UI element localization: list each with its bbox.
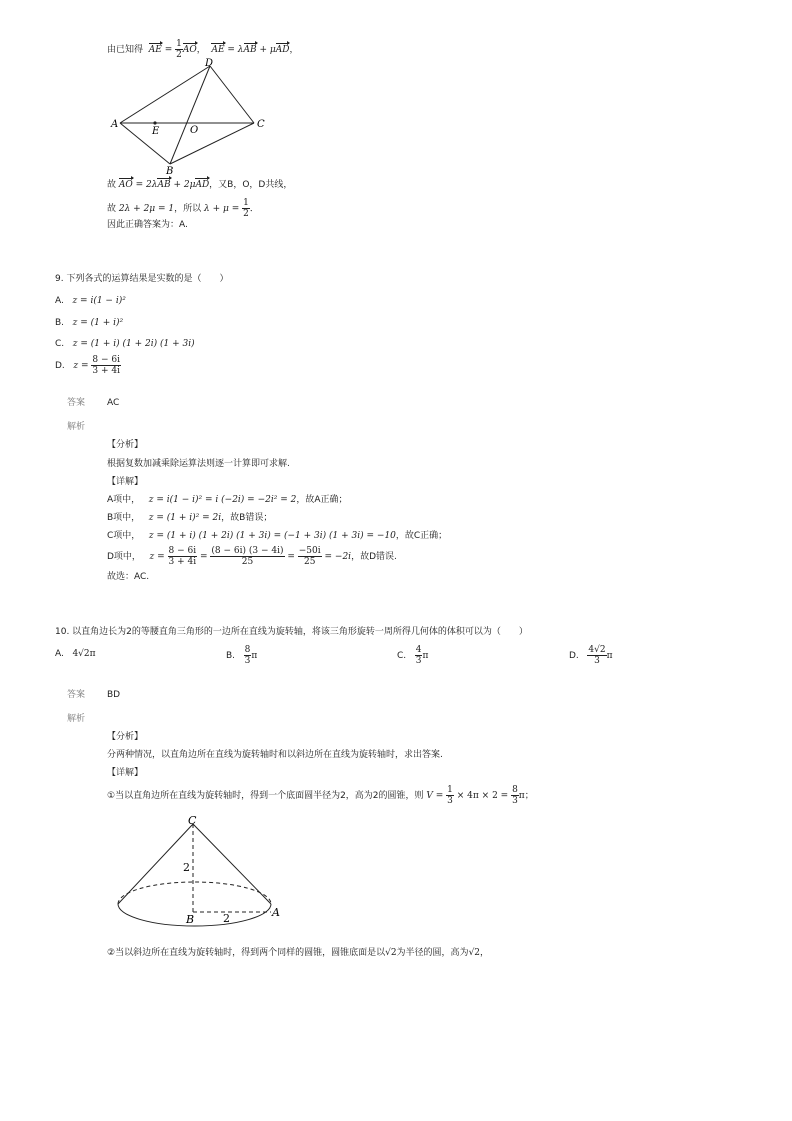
vec-ab-2: AB: [157, 180, 171, 190]
frac-den: 25: [241, 557, 254, 567]
frac-num: 8 − 6i: [92, 355, 120, 365]
suffix: ，又B，O，D共线，: [209, 180, 293, 190]
frac-num: 1: [176, 39, 182, 49]
frac-1: [168, 546, 198, 567]
detail-suffix: ，故D错误.: [351, 552, 397, 562]
prev-line-4: 因此正确答案为：A.: [107, 220, 188, 230]
q9-detail-c: [107, 530, 447, 542]
frac-third: [446, 785, 454, 806]
vec-ae-2: AE: [211, 45, 225, 55]
q9-fenxi-heading: 【分析】: [107, 440, 144, 450]
label-c: C: [257, 119, 265, 130]
q10-stem: 10. 以直角边长为2的等腰直角三角形的一边所在直线为旋转轴，将该三角形旋转一周所得几何体的体积可以为（ ）: [55, 627, 528, 637]
detail-math: z = (1 + i)² = 2i: [148, 513, 222, 523]
label-o: O: [190, 125, 199, 136]
end: ，: [289, 45, 299, 55]
option-letter: B.: [226, 651, 236, 661]
frac-num: 4: [415, 645, 422, 655]
q9-option-c[interactable]: [55, 338, 195, 350]
option-letter: A.: [55, 296, 64, 306]
eq: = 2λ: [132, 180, 158, 190]
option-letter: C.: [397, 651, 407, 661]
detail-math-end: = −2i: [321, 552, 352, 562]
option-letter: D.: [55, 361, 65, 371]
prev-line-1-prefix: 由已知得: [107, 45, 144, 55]
cone-figure: [108, 812, 288, 930]
detail-prefix: C项中，: [107, 531, 141, 541]
case2-sqrt-2: √2: [468, 948, 481, 958]
q9-conclusion: 故选：AC.: [107, 572, 150, 582]
frac-num: 8: [244, 645, 251, 655]
q10-option-b[interactable]: [226, 645, 257, 666]
label-e: E: [152, 126, 160, 137]
vec-ad-2: AD: [195, 180, 210, 190]
q9-answer-label: 答案: [67, 398, 86, 408]
option-letter: A.: [55, 649, 64, 659]
frac-den: 3 + 4i: [92, 366, 120, 376]
option-math: z = (1 + i)²: [72, 318, 124, 328]
eq: 2λ + 2μ = 1: [118, 204, 175, 214]
prev-line-1: 由已知得 AE = $\frac{1}{2}$ AO， AE = λAB + μAD，: [107, 39, 299, 60]
option-math: z = (1 + i) (1 + 2i) (1 + 3i): [72, 339, 195, 349]
frac-num: 1: [447, 785, 453, 795]
case1-v: V =: [426, 791, 447, 801]
frac-3: [298, 546, 322, 567]
q10-fenxi-text: 分两种情况，以直角边所在直线为旋转轴时和以斜边所在直线为旋转轴时，求出答案.: [107, 750, 443, 760]
detail-math: z = (1 + i) (1 + 2i) (1 + 3i) = (−1 + 3i) (1 + 3i) = −10: [148, 531, 396, 541]
q10-analysis-label: 解析: [67, 714, 86, 724]
end: ．: [249, 204, 259, 214]
q9-detail-a: [107, 494, 348, 506]
q9-option-b[interactable]: [55, 317, 123, 329]
option-letter: C.: [55, 339, 65, 349]
label-height: 2: [183, 861, 190, 874]
frac-num: 8: [512, 785, 518, 795]
diag-db: [170, 66, 210, 164]
q9-answer-value: AC: [107, 398, 120, 408]
q9-detail-d: D项中， z = $\frac{8 - 6i}{3 + 4i}$ = $\frac{(8 - 6i) (3 - 4i)}{25}$ = $\frac{-50i}{25}$ = −2i，故D错误.: [107, 546, 397, 567]
edge-cb: [170, 123, 254, 164]
q9-fenxi-text: 根据复数加减乘除运算法则逐一计算即可求解.: [107, 459, 290, 469]
frac-den: 3: [594, 656, 600, 666]
q9-xiangjie-heading: 【详解】: [107, 477, 144, 487]
frac-d: [91, 355, 121, 376]
sep: ，: [196, 45, 206, 55]
mid: ，所以: [174, 204, 202, 214]
detail-prefix: A项中，: [107, 495, 141, 505]
frac-den: 2: [243, 209, 249, 219]
frac-eight-thirds: [511, 785, 519, 806]
frac-den: 3: [415, 656, 422, 666]
frac-den: 3: [244, 656, 251, 666]
option-tail: π: [251, 651, 258, 661]
case2-sqrt-1: √2: [385, 948, 397, 958]
detail-math: z =: [149, 552, 168, 562]
q10-xiangjie-heading: 【详解】: [107, 768, 144, 778]
point-e: [153, 121, 156, 124]
q10-answer-value: BD: [107, 690, 121, 700]
q10-case1: [107, 785, 534, 806]
q10-answer-label: 答案: [67, 690, 86, 700]
vec-ao: AO: [182, 45, 197, 55]
case1-text: ①当以直角边所在直线为旋转轴时，得到一个底面圆半径为2，高为2的圆锥，则: [107, 791, 424, 801]
frac-den: 3 + 4i: [168, 557, 197, 567]
frac-den: 3: [447, 796, 453, 806]
plus-mu: + μ: [256, 45, 276, 55]
vec-ao-2: AO: [118, 180, 133, 190]
frac-num: 8 − 6i: [168, 546, 197, 556]
option-tail: π: [422, 651, 429, 661]
base-back-arc: [118, 882, 271, 904]
eq-lambda: = λ: [224, 45, 244, 55]
label-radius: 2: [223, 912, 230, 925]
label-a: A: [272, 906, 280, 919]
detail-suffix: ，故A正确；: [296, 495, 348, 505]
frac-num: 4√2: [588, 645, 606, 655]
q10-option-d[interactable]: [569, 645, 613, 666]
q10-option-a[interactable]: [55, 648, 96, 660]
eq2: λ + μ =: [204, 204, 243, 214]
option-math: 4√2π: [72, 649, 96, 659]
case2-text-a: ②当以斜边所在直线为旋转轴时，得到两个同样的圆锥，圆锥底面是以: [107, 948, 386, 958]
frac-num: −50i: [298, 546, 321, 556]
frac-half-2: [242, 198, 250, 219]
prefix: 故: [107, 180, 117, 190]
frac-d: [587, 645, 606, 666]
option-math: z =: [73, 361, 92, 371]
frac-den: 25: [303, 557, 316, 567]
q9-stem: 9. 下列各式的运算结果是实数的是（ ）: [55, 274, 229, 284]
q9-analysis-label: 解析: [67, 422, 86, 432]
detail-prefix: D项中，: [107, 552, 141, 562]
edge-ba: [120, 123, 170, 164]
option-letter: D.: [569, 651, 579, 661]
label-c: C: [188, 814, 197, 827]
q9-detail-b: [107, 512, 272, 524]
frac-den: 3: [512, 796, 518, 806]
case1-end: ；: [524, 791, 534, 801]
q10-case2: [107, 947, 489, 959]
frac-num: (8 − 6i) (3 − 4i): [211, 546, 284, 556]
label-b: B: [166, 166, 174, 177]
q9-option-d[interactable]: [55, 355, 121, 376]
detail-suffix: ，故B错误；: [221, 513, 273, 523]
label-d: D: [205, 58, 214, 69]
frac-2: [210, 546, 284, 567]
option-letter: B.: [55, 318, 65, 328]
prefix: 故: [107, 204, 117, 214]
q10-option-c[interactable]: [397, 645, 428, 666]
prev-line-3: [107, 198, 259, 219]
case2-end: ，: [480, 948, 490, 958]
plus: + 2μ: [170, 180, 196, 190]
label-a: A: [111, 119, 119, 130]
vec-ae: AE: [148, 45, 162, 55]
frac-den: 2: [176, 50, 182, 60]
case1-tail: π: [518, 791, 525, 801]
base-front-arc: [118, 904, 271, 926]
case1-mid: × 4π × 2 =: [453, 791, 512, 801]
q10-fenxi-heading: 【分析】: [107, 732, 144, 742]
detail-suffix: ，故C正确；: [395, 531, 448, 541]
vec-ab: AB: [243, 45, 257, 55]
prev-line-2: [107, 179, 292, 191]
edge-ad: [120, 66, 210, 123]
option-tail: π: [606, 651, 613, 661]
vec-ad: AD: [275, 45, 290, 55]
option-math: z = i(1 − i)²: [72, 296, 126, 306]
frac-num: 1: [243, 198, 249, 208]
parallelogram-figure: [108, 56, 273, 178]
detail-prefix: B项中，: [107, 513, 141, 523]
label-b: B: [186, 913, 195, 926]
case2-text-b: 为半径的圆，高为: [396, 948, 469, 958]
q9-option-a[interactable]: [55, 295, 126, 307]
detail-math: z = i(1 − i)² = i (−2i) = −2i² = 2: [148, 495, 297, 505]
edge-dc: [210, 66, 254, 123]
